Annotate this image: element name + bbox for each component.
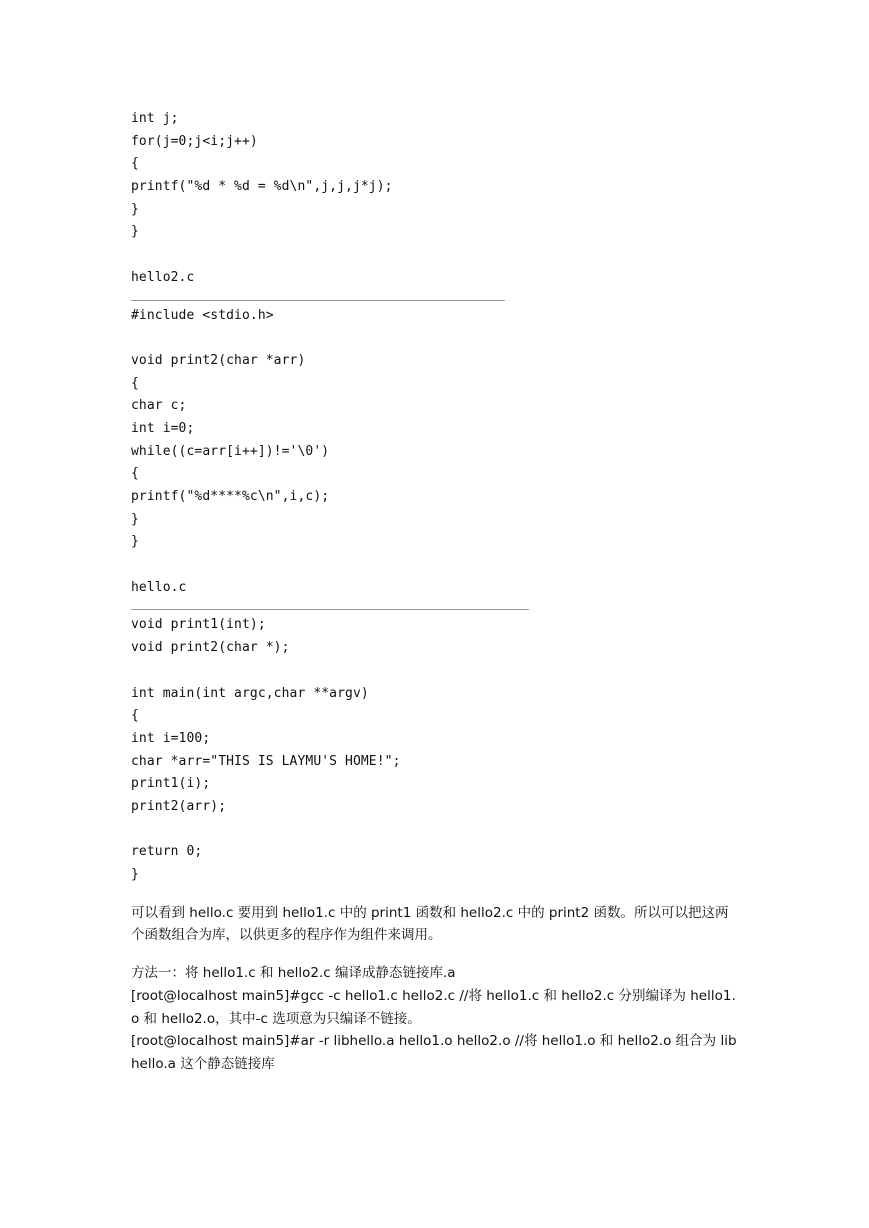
code-line: void print2(char *arr) bbox=[131, 352, 306, 368]
code-line: } bbox=[131, 511, 139, 527]
code-line: printf("%d * %d = %d\n",j,j,j*j); bbox=[131, 179, 393, 195]
spacer bbox=[131, 554, 741, 577]
spacer bbox=[131, 947, 741, 962]
code-line: { bbox=[131, 708, 139, 724]
code-block-tail bbox=[131, 108, 741, 244]
code-line: char c; bbox=[131, 398, 187, 414]
code-line: { bbox=[131, 156, 139, 172]
code-line: return 0; bbox=[131, 844, 203, 860]
code-line: int main(int argc,char **argv) bbox=[131, 685, 369, 701]
file-name-heading: hello2.c bbox=[131, 269, 195, 285]
spacer bbox=[131, 887, 741, 902]
code-line bbox=[131, 819, 741, 842]
code-line: void print1(int); bbox=[131, 617, 266, 633]
code-line: { bbox=[131, 375, 139, 391]
code-line: char *arr="THIS IS LAYMU'S HOME!"; bbox=[131, 753, 401, 769]
divider bbox=[131, 609, 529, 610]
code-line: printf("%d****%c\n",i,c); bbox=[131, 489, 330, 504]
code-line: print1(i); bbox=[131, 776, 211, 792]
explanation-paragraph: 可以看到 hello.c 要用到 hello1.c 中的 print1 函数和 hello2.c 中的 print2 函数。所以可以把这两个函数组合为库，以供更多的程序作为组件来调用。 bbox=[131, 904, 729, 944]
file-name-heading: hello.c bbox=[131, 579, 187, 595]
file-section-hello bbox=[131, 577, 741, 887]
divider bbox=[131, 300, 505, 301]
command-step: [root@localhost main5]#ar -r libhello.a hello1.o hello2.o //将 hello1.o 和 hello2.o 组合为 libhello.a 这个静态链接库 bbox=[131, 1033, 737, 1072]
code-line: } bbox=[131, 224, 139, 240]
code-line: { bbox=[131, 466, 139, 482]
code-line: void print2(char *); bbox=[131, 640, 290, 656]
code-line: int i=0; bbox=[131, 420, 195, 436]
spacer bbox=[131, 244, 741, 267]
file-section-hello2 bbox=[131, 267, 741, 554]
code-line bbox=[131, 327, 741, 350]
code-line: for(j=0;j<i;j++) bbox=[131, 133, 258, 149]
code-line: #include <stdio.h> bbox=[131, 307, 274, 323]
code-line: int i=100; bbox=[131, 730, 211, 746]
command-step: [root@localhost main5]#gcc -c hello1.c hello2.c //将 hello1.c 和 hello2.c 分别编译为 hello1.o 和 hello2.o，其中-c 选项意为只编译不链接。 bbox=[131, 987, 736, 1027]
code-line: int j; bbox=[131, 111, 179, 126]
code-line: } bbox=[131, 867, 139, 882]
method-heading: 方法一：将 hello1.c 和 hello2.c 编译成静态链接库.a bbox=[131, 965, 456, 982]
code-line: } bbox=[131, 201, 139, 217]
code-line: while((c=arr[i++])!='\0') bbox=[131, 443, 330, 459]
code-line: } bbox=[131, 534, 139, 550]
document-page bbox=[131, 108, 741, 1076]
code-line: print2(arr); bbox=[131, 798, 227, 814]
code-line bbox=[131, 660, 741, 683]
